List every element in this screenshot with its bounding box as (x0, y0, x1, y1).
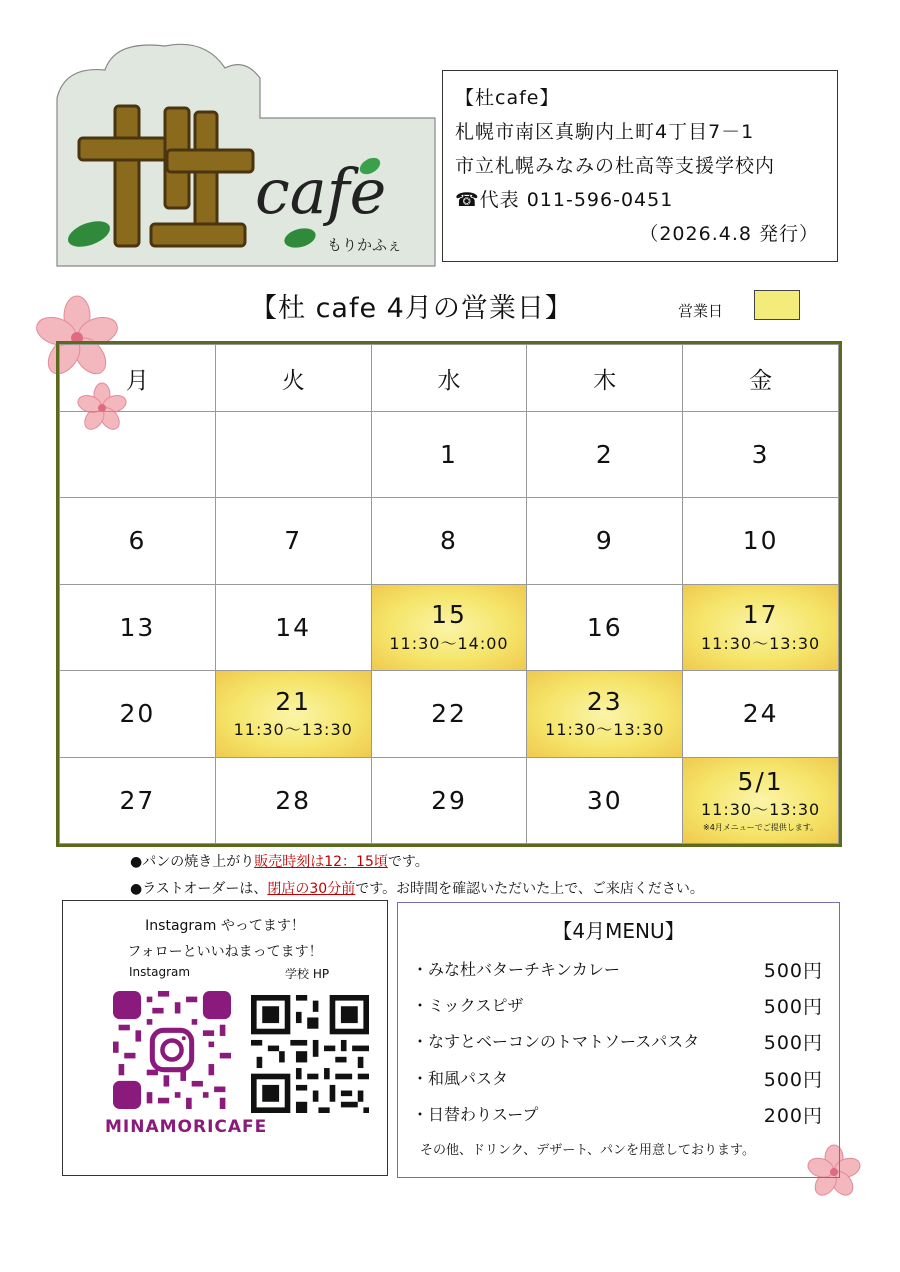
weekday-wed: 水 (371, 345, 527, 412)
calendar-day-number: 2 (595, 439, 614, 469)
menu-item-price: 500円 (763, 1032, 823, 1054)
menu-footer-note: その他、ドリンク、デザート、パンを用意しております。 (420, 1143, 756, 1158)
calendar-cell (683, 498, 839, 584)
calendar-day-number: 3 (751, 439, 770, 469)
weekday-mon: 月 (60, 345, 216, 412)
calendar-cell-note: ※4月メニューでご提供します。 (703, 823, 819, 833)
calendar-cell (215, 498, 371, 584)
calendar-day-number: 27 (119, 785, 156, 815)
calendar-cell (60, 757, 216, 843)
calendar-cell (215, 412, 371, 498)
calendar-cell-open-day (371, 584, 527, 670)
calendar-day-number: 29 (431, 785, 467, 815)
insta-line-2: フォローといいねまってます！ (127, 944, 323, 960)
calendar-cell (371, 671, 527, 757)
note-bread-time (130, 851, 429, 871)
info-line-name: 【杜cafe】 (455, 87, 560, 109)
info-line-school: 市立札幌みなみの杜高等支援学校内 (455, 155, 776, 177)
note-bread-highlight: 販売時刻は12：15頃 (254, 854, 388, 870)
calendar-day-number: 23 (586, 686, 623, 716)
calendar-cell (371, 412, 527, 498)
calendar-cell (527, 757, 683, 843)
weekday-thu: 木 (527, 345, 683, 412)
calendar-cell (60, 412, 216, 498)
calendar-cell (371, 757, 527, 843)
info-phone-row (455, 183, 825, 217)
school-qr-label: 学校 HP (285, 967, 330, 981)
calendar-cell (215, 584, 371, 670)
instagram-box (62, 900, 388, 1176)
calendar-day-number: 14 (275, 612, 312, 642)
calendar-cell (683, 671, 839, 757)
note-lastorder-suffix: です。お時間を確認いただいた上で、ご来店ください。 (355, 881, 704, 897)
april-menu-box (397, 902, 840, 1178)
instagram-account-name: MINAMORICAFE (105, 1117, 268, 1137)
insta-qr-label: Instagram (129, 965, 191, 979)
calendar-day-number: 13 (119, 612, 156, 642)
calendar-open-hours: 11:30～14:00 (389, 633, 509, 653)
calendar-cell-open-day (527, 671, 683, 757)
calendar-cell-open-day (683, 584, 839, 670)
calendar-day-number: 6 (128, 526, 147, 556)
business-day-calendar (56, 341, 842, 847)
weekday-tue: 火 (215, 345, 371, 412)
menu-item-price: 500円 (763, 996, 823, 1018)
menu-item-name: ・和風パスタ (412, 1069, 509, 1088)
calendar-cell (60, 498, 216, 584)
calendar-week-row (60, 498, 839, 584)
legend-swatch (754, 290, 800, 320)
calendar-day-number: 7 (284, 526, 303, 556)
phone-icon: ☎ (455, 189, 480, 211)
calendar-day-number: 22 (431, 699, 467, 729)
note-bread-suffix: です。 (387, 854, 429, 870)
calendar-day-number: 21 (275, 686, 312, 716)
calendar-day-number: 28 (275, 785, 312, 815)
menu-item-price: 500円 (763, 1069, 823, 1091)
calendar-day-number: 15 (431, 600, 467, 630)
calendar-day-number: 10 (742, 526, 779, 556)
page-title: 【杜 cafe 4月の営業日】 (250, 293, 573, 324)
calendar-open-hours: 11:30～13:30 (233, 720, 353, 740)
menu-item-name: ・ミックスピザ (412, 996, 524, 1015)
calendar-cell (527, 498, 683, 584)
logo-kana: もりかふぇ (327, 236, 403, 254)
info-issued-date: （2026.4.8 発行） (639, 223, 819, 245)
calendar-day-number: 20 (119, 699, 156, 729)
calendar-week-row (60, 671, 839, 757)
calendar-open-hours: 11:30～13:30 (700, 633, 821, 653)
weekday-fri: 金 (683, 345, 839, 412)
calendar-cell (527, 412, 683, 498)
calendar-cell-open-day (683, 757, 839, 843)
note-lastorder-highlight: 閉店の30分前 (267, 881, 356, 897)
menu-item-price: 200円 (763, 1105, 823, 1127)
calendar-day-number: 8 (440, 526, 458, 556)
calendar-day-number: 24 (742, 699, 779, 729)
calendar-cell (371, 498, 527, 584)
weekday-header-row (60, 345, 839, 412)
note-last-order (130, 878, 704, 898)
cafe-info-box (442, 70, 838, 262)
note-bread-prefix: ●パンの焼き上がり (130, 854, 255, 870)
menu-heading: 【4月MENU】 (552, 919, 685, 943)
menu-item-name: ・なすとベーコンのトマトソースパスタ (412, 1032, 700, 1051)
calendar-week-row (60, 412, 839, 498)
instagram-qr-code[interactable] (113, 991, 231, 1109)
note-lastorder-prefix: ●ラストオーダーは、 (130, 881, 268, 897)
calendar-cell (60, 671, 216, 757)
calendar-day-number: 30 (586, 785, 623, 815)
info-phone: 代表 011-596-0451 (479, 189, 674, 211)
calendar-day-number: 1 (440, 439, 458, 469)
calendar-cell (527, 584, 683, 670)
calendar-cell (215, 757, 371, 843)
calendar-day-number: 9 (595, 526, 614, 556)
school-hp-qr-code[interactable] (251, 995, 369, 1113)
calendar-cell-open-day (215, 671, 371, 757)
calendar-open-hours: 11:30～13:30 (700, 800, 821, 820)
menu-item-name: ・みな杜バターチキンカレー (412, 960, 620, 979)
calendar-week-row (60, 757, 839, 843)
calendar-open-hours: 11:30～13:30 (545, 720, 665, 740)
menu-item-name: ・日替わりスープ (412, 1105, 539, 1124)
calendar-day-number: 17 (742, 600, 779, 630)
cafe-logo (55, 38, 437, 268)
calendar-day-number: 5/1 (737, 766, 784, 796)
calendar-cell (683, 412, 839, 498)
calendar-cell (60, 584, 216, 670)
insta-line-1: Instagram やってます！ (145, 918, 305, 934)
legend-label: 営業日 (678, 302, 724, 320)
info-line-address: 札幌市南区真駒内上町4丁目7－1 (455, 121, 755, 143)
logo-word: cafe (255, 155, 387, 228)
menu-item-price: 500円 (763, 960, 823, 982)
calendar-week-row (60, 584, 839, 670)
calendar-day-number: 16 (586, 612, 623, 642)
